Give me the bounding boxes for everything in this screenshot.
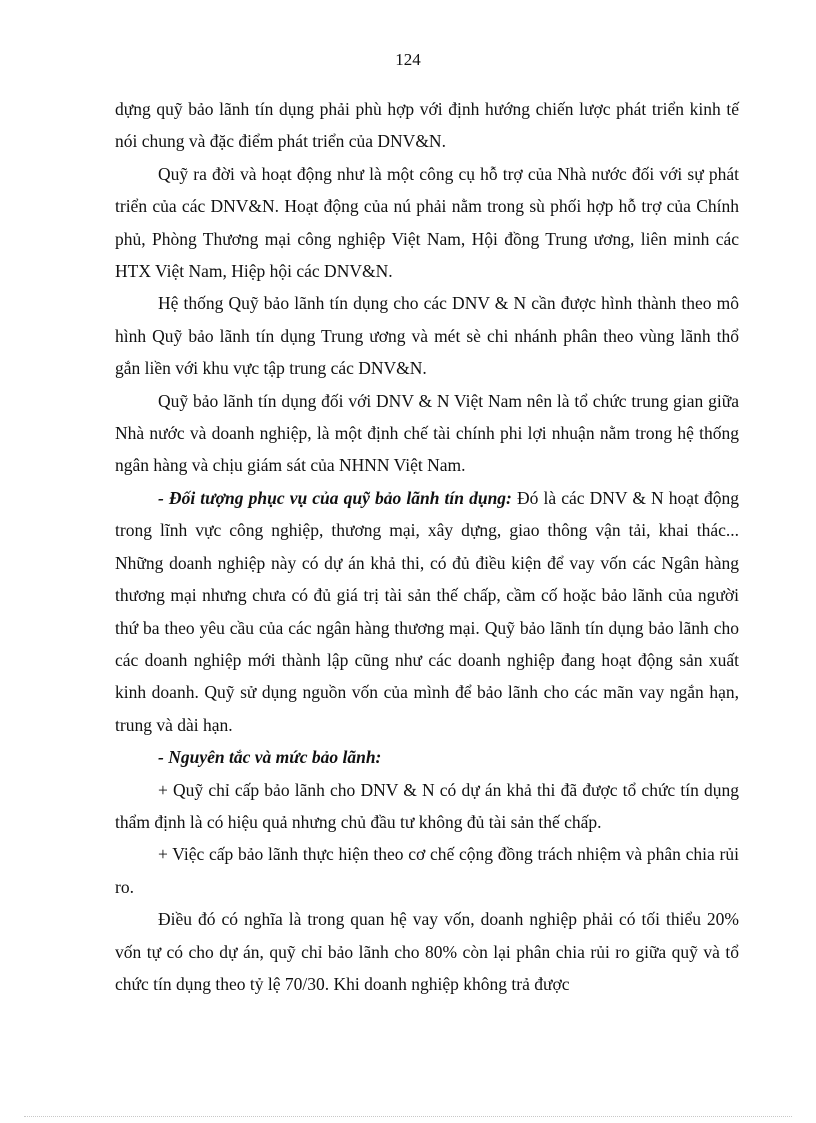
paragraph-2 (115, 158, 739, 288)
section-heading-principles: - Nguyên tắc và mức bảo lãnh: (158, 747, 382, 768)
paragraph-text: + Quỹ chỉ cấp bảo lãnh cho DNV & N có dự án khả thi đã được tổ chức tín dụng thẩm định là có hiệu quả nhưng chủ đầu tư không đủ tài sản thế chấp. (115, 779, 739, 832)
paragraph-risk-sharing (115, 903, 739, 1000)
paragraph-text: Quỹ bảo lãnh tín dụng đối với DNV & N Việt Nam nên là tổ chức trung gian giữa Nhà nước và doanh nghiệp, là một định chế tài chính phi lợi nhuận nằm trong hệ thống ngân hàng và chịu giám sát của NHNN Việt Nam. (115, 390, 739, 476)
paragraph-principles-heading (115, 741, 739, 773)
paragraph-3 (115, 287, 739, 384)
paragraph-text: Điều đó có nghĩa là trong quan hệ vay vốn, doanh nghiệp phải có tối thiểu 20% vốn tự có cho dự án, quỹ chỉ bảo lãnh cho 80% còn lại phân chia rủi ro giữa quỹ và tổ chức tín dụng theo tỷ lệ 70/30. Khi doanh nghiệp không trả được (115, 909, 739, 994)
paragraph-text: dựng quỹ bảo lãnh tín dụng phải phù hợp với định hướng chiến lược phát triển kinh tế nói chung và đặc điểm phát triển của DNV&N. (115, 99, 739, 152)
paragraph-text: Quỹ ra đời và hoạt động như là một công cụ hỗ trợ của Nhà nước đối với sự phát triển của các DNV&N. Hoạt động của nú phải nằm trong sù phối hợp hỗ trợ của Chính phủ, Phòng Thương mại công nghiệp Việt Nam, Hội đồng Trung ương, liên minh các HTX Việt Nam, Hiệp hội các DNV&N. (115, 163, 739, 282)
section-heading-beneficiaries: - Đối tượng phục vụ của quỹ bảo lãnh tín dụng: (158, 487, 512, 508)
paragraph-4 (115, 385, 739, 482)
paragraph-principle-1 (115, 774, 739, 839)
page-number: 124 (395, 50, 421, 69)
page-bottom-divider (24, 1116, 792, 1117)
paragraph-principle-2 (115, 838, 739, 903)
paragraph-text: Hệ thống Quỹ bảo lãnh tín dụng cho các DNV & N cần được hình thành theo mô hình Quỹ bảo lãnh tín dụng Trung ương và mét sè chi nhánh phân theo vùng lãnh thổ gắn liền với khu vực tập trung các DNV&N. (115, 293, 739, 379)
document-body (115, 93, 739, 1000)
paragraph-text: Đó là các DNV & N hoạt động trong lĩnh vực công nghiệp, thương mại, xây dựng, giao thông vận tải, khai thác... Những doanh nghiệp này có dự án khả thi, có đủ điều kiện để vay vốn các Ngân hàng thương mại nhưng chưa có đủ giá trị tài sản thế chấp, cầm cố hoặc bảo lãnh của người thứ ba theo yêu cầu của các ngân hàng thương mại. Quỹ bảo lãnh tín dụng bảo lãnh cho các doanh nghiệp mới thành lập cũng như các doanh nghiệp đang hoạt động sản xuất kinh doanh. Quỹ sử dụng nguồn vốn của mình để bảo lãnh cho các mãn vay ngắn hạn, trung và dài hạn. (115, 487, 740, 735)
paragraph-beneficiaries (115, 482, 739, 741)
paragraph-1 (115, 93, 739, 158)
paragraph-text: + Việc cấp bảo lãnh thực hiện theo cơ chế cộng đồng trách nhiệm và phân chia rủi ro. (115, 844, 739, 897)
